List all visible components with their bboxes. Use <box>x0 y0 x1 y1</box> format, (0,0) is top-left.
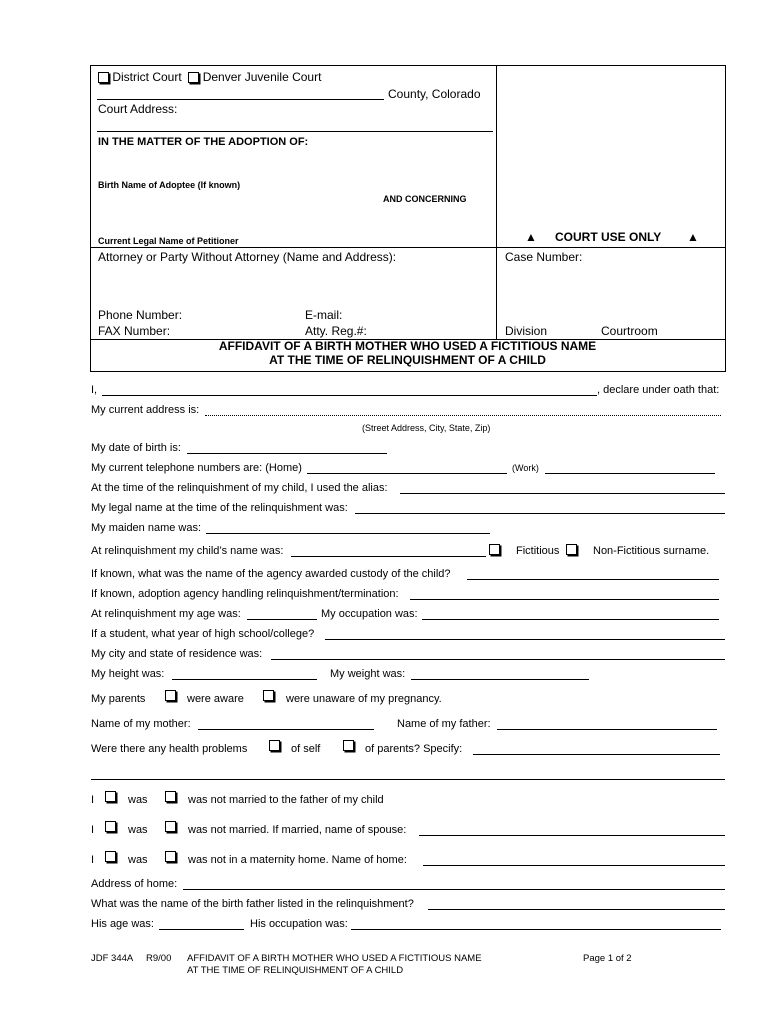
married-was-label: was <box>128 824 148 836</box>
weight-field[interactable] <box>411 679 589 680</box>
birth-father-label: What was the name of the birth father listed in the relinquishment? <box>91 898 414 910</box>
married-was-not-checkbox[interactable] <box>165 821 176 832</box>
city-state-field[interactable] <box>271 659 725 660</box>
dob-label: My date of birth is: <box>91 442 181 454</box>
married-father-was-not-checkbox[interactable] <box>165 791 176 802</box>
height-label: My height was: <box>91 668 165 680</box>
student-field[interactable] <box>325 639 725 640</box>
non-fictitious-label: Non-Fictitious surname. <box>593 545 710 557</box>
phones-label: My current telephone numbers are: (Home) <box>91 462 302 474</box>
city-state-label: My city and state of residence was: <box>91 648 263 660</box>
occupation-field[interactable] <box>422 619 719 620</box>
address-label: My current address is: <box>91 404 200 416</box>
child-name-label: At relinquishment my child’s name was: <box>91 545 284 557</box>
attorney-label: Attorney or Party Without Attorney (Name and Address): <box>98 250 397 264</box>
mother-label: Name of my mother: <box>91 718 191 730</box>
petitioner-label: Current Legal Name of Petitioner <box>98 236 239 246</box>
his-occupation-label: His occupation was: <box>250 918 348 930</box>
health-self-checkbox[interactable] <box>269 740 280 751</box>
juvenile-court-label: Denver Juvenile Court <box>202 70 322 84</box>
division-label: Division <box>505 324 548 338</box>
father-field[interactable] <box>497 729 717 730</box>
district-court-checkbox[interactable] <box>98 72 109 83</box>
home-address-label: Address of home: <box>91 878 178 890</box>
courtroom-label: Courtroom <box>601 324 658 338</box>
address-hint: (Street Address, City, State, Zip) <box>362 423 491 433</box>
address-field[interactable] <box>205 415 721 416</box>
non-fictitious-checkbox[interactable] <box>566 544 577 555</box>
dob-field[interactable] <box>187 453 387 454</box>
married-i-label: I <box>91 824 95 836</box>
maternity-i-label: I <box>91 854 95 866</box>
married-was-not-label: was not married. If married, name of spouse: <box>188 824 407 836</box>
legal-name-label: My legal name at the time of the relinquishment was: <box>91 502 348 514</box>
his-age-label: His age was: <box>91 918 154 930</box>
maternity-was-label: was <box>128 854 148 866</box>
fax-label: FAX Number: <box>98 324 171 338</box>
father-label: Name of my father: <box>397 718 491 730</box>
maternity-was-checkbox[interactable] <box>105 851 116 862</box>
age-field[interactable] <box>247 619 317 620</box>
student-label: If a student, what year of high school/college? <box>91 628 315 640</box>
birth-father-field[interactable] <box>428 909 725 910</box>
birth-name-label: Birth Name of Adoptee (If known) <box>98 180 241 190</box>
title-line-2: AT THE TIME OF RELINQUISHMENT OF A CHILD <box>269 353 546 367</box>
adoption-matter-heading: IN THE MATTER OF THE ADOPTION OF: <box>98 136 309 148</box>
phone-label: Phone Number: <box>98 308 183 322</box>
i-label: I, <box>91 384 98 396</box>
alias-label: At the time of the relinquishment of my child, I used the alias: <box>91 482 388 494</box>
court-selection <box>98 70 321 84</box>
footer-title-line-2: AT THE TIME OF RELINQUISHMENT OF A CHILD <box>187 965 404 976</box>
maiden-name-label: My maiden name was: <box>91 522 202 534</box>
court-use-arrow-right-icon: ▲ <box>687 230 699 244</box>
work-label: (Work) <box>512 463 539 473</box>
maternity-home-field[interactable] <box>423 865 725 866</box>
maternity-was-not-label: was not in a maternity home. Name of home: <box>188 854 407 866</box>
court-use-only-label: COURT USE ONLY <box>555 230 662 244</box>
footer-revision: R9/00 <box>146 953 172 964</box>
married-father-was-checkbox[interactable] <box>105 791 116 802</box>
parents-aware-checkbox[interactable] <box>165 690 176 701</box>
age-label: At relinquishment my age was: <box>91 608 241 620</box>
legal-name-field[interactable] <box>355 513 725 514</box>
home-address-field[interactable] <box>183 889 725 890</box>
spouse-name-field[interactable] <box>419 835 725 836</box>
married-father-was-not-label: was not married to the father of my child <box>188 794 384 806</box>
fictitious-checkbox[interactable] <box>489 544 500 555</box>
email-label: E-mail: <box>305 308 343 322</box>
declare-label: , declare under oath that: <box>597 384 720 396</box>
his-occupation-field[interactable] <box>351 929 721 930</box>
parents-unaware-checkbox[interactable] <box>263 690 274 701</box>
agency-handling-label: If known, adoption agency handling relinquishment/termination: <box>91 588 399 600</box>
atty-reg-label: Atty. Reg.#: <box>305 324 367 338</box>
court-use-arrow-left-icon: ▲ <box>525 230 537 244</box>
footer-title-line-1: AFFIDAVIT OF A BIRTH MOTHER WHO USED A FICTITIOUS NAME <box>187 953 482 964</box>
health-parents-checkbox[interactable] <box>343 740 354 751</box>
occupation-label: My occupation was: <box>321 608 418 620</box>
district-court-label: District Court <box>112 70 182 84</box>
affiant-name-field[interactable] <box>102 395 597 396</box>
maiden-name-field[interactable] <box>206 533 490 534</box>
agency-custody-label: If known, what was the name of the agency awarded custody of the child? <box>91 568 451 580</box>
footer-page-number: Page 1 of 2 <box>583 953 632 964</box>
child-name-field[interactable] <box>291 556 486 557</box>
caption-divider <box>496 65 497 339</box>
married-father-i-label: I <box>91 794 95 806</box>
title-line-1: AFFIDAVIT OF A BIRTH MOTHER WHO USED A FICTITIOUS NAME <box>218 339 597 353</box>
document-title <box>90 339 725 367</box>
mother-field[interactable] <box>198 729 374 730</box>
juvenile-court-checkbox[interactable] <box>188 72 199 83</box>
parents-label: My parents <box>91 693 146 705</box>
his-age-field[interactable] <box>159 929 244 930</box>
health-self-label: of self <box>291 743 321 755</box>
health-specify-field-continued[interactable] <box>91 779 725 780</box>
agency-handling-field[interactable] <box>410 599 719 600</box>
child-name-row <box>91 545 283 557</box>
height-field[interactable] <box>172 679 317 680</box>
married-was-checkbox[interactable] <box>105 821 116 832</box>
court-address-field[interactable] <box>97 131 493 132</box>
work-phone-field[interactable] <box>545 473 715 474</box>
and-concerning-label: AND CONCERNING <box>383 194 467 204</box>
home-phone-field[interactable] <box>307 473 507 474</box>
court-address-label: Court Address: <box>98 102 178 116</box>
alias-field[interactable] <box>400 493 725 494</box>
parents-aware-label: were aware <box>187 693 244 705</box>
health-label: Were there any health problems <box>91 743 248 755</box>
footer-form-id: JDF 344A <box>91 953 134 964</box>
county-label: County, Colorado <box>388 87 481 101</box>
married-father-was-label: was <box>128 794 148 806</box>
maternity-was-not-checkbox[interactable] <box>165 851 176 862</box>
fictitious-label: Fictitious <box>516 545 560 557</box>
caption-row-divider <box>90 247 725 248</box>
health-parents-label: of parents? Specify: <box>365 743 463 755</box>
case-number-label: Case Number: <box>505 250 583 264</box>
weight-label: My weight was: <box>330 668 406 680</box>
county-field[interactable] <box>97 99 384 100</box>
agency-custody-field[interactable] <box>467 579 719 580</box>
parents-unaware-label: were unaware of my pregnancy. <box>286 693 442 705</box>
footer-title <box>187 953 482 977</box>
health-specify-field[interactable] <box>473 754 720 755</box>
